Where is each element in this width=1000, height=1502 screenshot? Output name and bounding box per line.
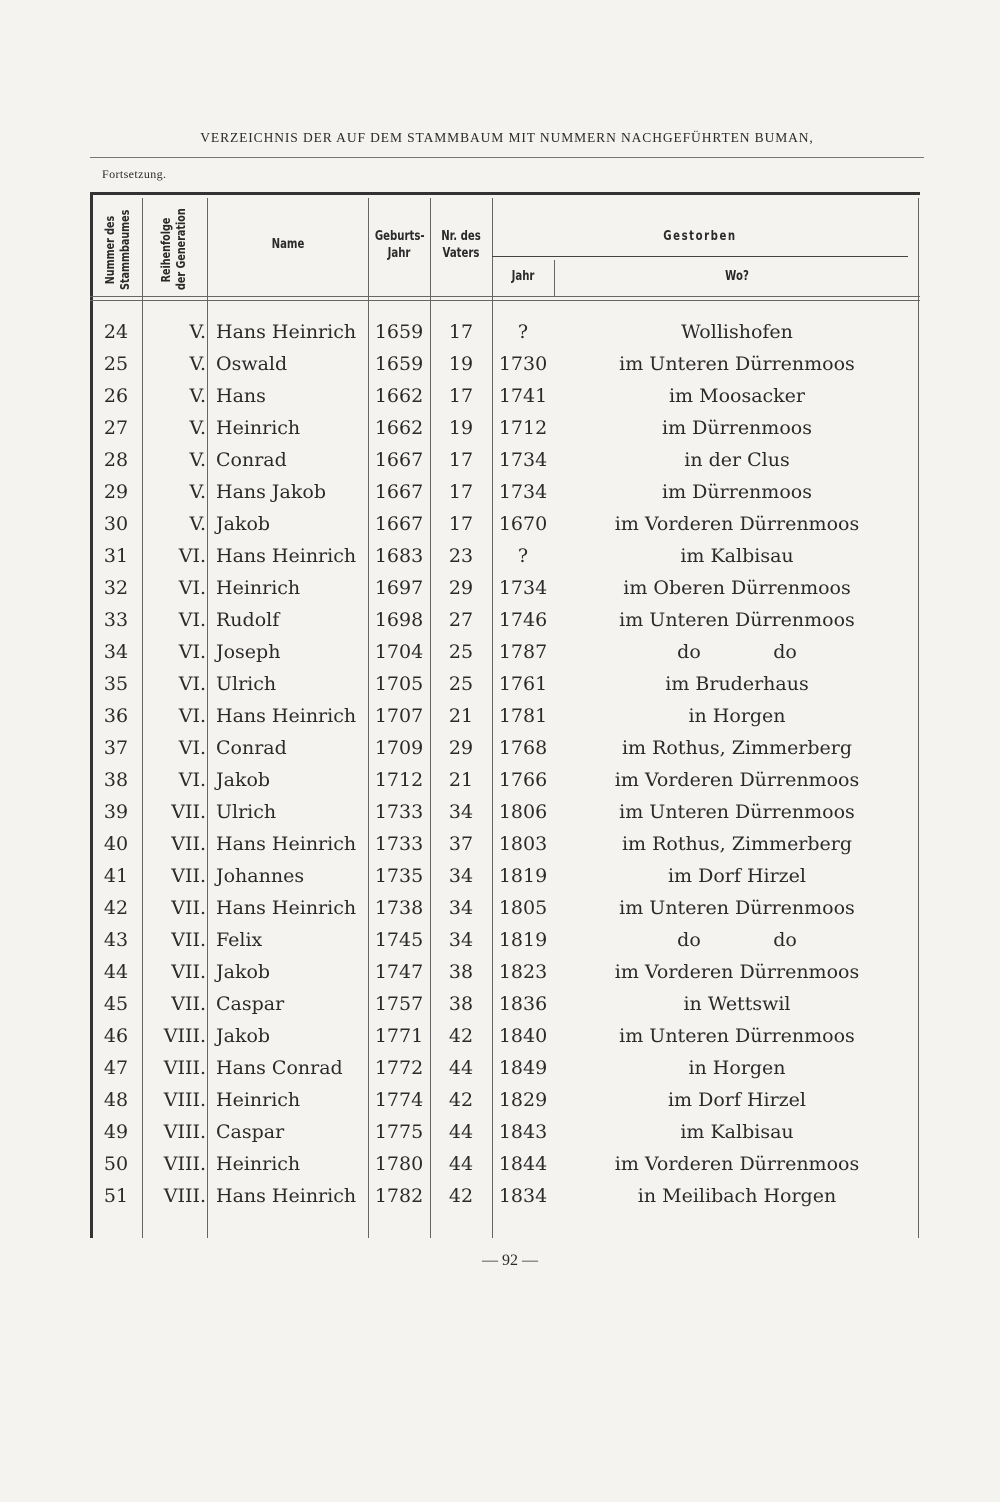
genealogy-table: [90, 192, 920, 1238]
cell-vater: 44: [448, 1121, 474, 1143]
cell-generation: VII.: [171, 929, 206, 951]
cell-ort: im Unteren Dürrenmoos: [619, 897, 855, 919]
table-row: [90, 380, 920, 412]
cell-name: Hans: [216, 385, 266, 407]
cell-name: Caspar: [216, 1121, 285, 1143]
cell-name: Hans Heinrich: [216, 897, 357, 919]
cell-vater: 42: [448, 1025, 474, 1047]
cell-todesjahr: 1734: [498, 577, 548, 599]
cell-name: Hans Heinrich: [216, 705, 357, 727]
cell-todesjahr: 1819: [498, 865, 548, 887]
cell-geburtsjahr: 1698: [374, 609, 424, 631]
table-row: [90, 988, 920, 1020]
cell-generation: VI.: [178, 769, 206, 791]
cell-ort: in Horgen: [688, 1057, 786, 1079]
cell-todesjahr: 1768: [498, 737, 548, 759]
cell-nummer: 26: [103, 385, 129, 407]
cell-todesjahr: ?: [517, 545, 529, 567]
cell-generation: VII.: [171, 833, 206, 855]
cell-geburtsjahr: 1733: [374, 833, 424, 855]
cell-name: Rudolf: [216, 609, 280, 631]
cell-generation: VIII.: [163, 1057, 206, 1079]
cell-vater: 17: [448, 321, 474, 343]
header-geburtsjahr: [375, 228, 423, 262]
cell-nummer: 42: [103, 897, 129, 919]
cell-generation: V.: [189, 321, 206, 343]
cell-geburtsjahr: 1782: [374, 1185, 424, 1207]
cell-ort: in Meilibach Horgen: [637, 1185, 837, 1207]
cell-ort: im Vorderen Dürrenmoos: [614, 513, 860, 535]
header-rule: [90, 300, 920, 301]
cell-name: Hans Conrad: [216, 1057, 343, 1079]
cell-nummer: 40: [103, 833, 129, 855]
cell-nummer: 45: [103, 993, 129, 1015]
table-row: [90, 1116, 920, 1148]
cell-nummer: 28: [103, 449, 129, 471]
cell-vater: 23: [448, 545, 474, 567]
cell-generation: VI.: [178, 545, 206, 567]
header-reihen-line2: der Generation: [174, 208, 188, 290]
cell-geburtsjahr: 1780: [374, 1153, 424, 1175]
table-row: [90, 444, 920, 476]
cell-geburtsjahr: 1704: [374, 641, 424, 663]
header-geburts-line2: Jahr: [387, 246, 411, 261]
cell-todesjahr: 1819: [498, 929, 548, 951]
cell-generation: VI.: [178, 737, 206, 759]
cell-ort: do do: [677, 929, 797, 951]
cell-vater: 17: [448, 449, 474, 471]
cell-vater: 38: [448, 993, 474, 1015]
table-row: [90, 668, 920, 700]
cell-nummer: 39: [103, 801, 129, 823]
cell-vater: 44: [448, 1153, 474, 1175]
cell-todesjahr: 1734: [498, 449, 548, 471]
cell-name: Felix: [216, 929, 263, 951]
cell-vater: 29: [448, 577, 474, 599]
cell-vater: 44: [448, 1057, 474, 1079]
cell-name: Conrad: [216, 449, 287, 471]
cell-vater: 34: [448, 929, 474, 951]
cell-vater: 29: [448, 737, 474, 759]
table-row: [90, 796, 920, 828]
cell-name: Heinrich: [216, 1153, 301, 1175]
cell-vater: 17: [448, 481, 474, 503]
cell-ort: im Dorf Hirzel: [667, 1089, 807, 1111]
cell-nummer: 30: [103, 513, 129, 535]
cell-ort: im Kalbisau: [680, 545, 794, 567]
cell-geburtsjahr: 1659: [374, 321, 424, 343]
cell-geburtsjahr: 1662: [374, 417, 424, 439]
cell-geburtsjahr: 1667: [374, 449, 424, 471]
cell-geburtsjahr: 1774: [374, 1089, 424, 1111]
cell-name: Jakob: [216, 769, 271, 791]
cell-todesjahr: 1836: [498, 993, 548, 1015]
cell-todesjahr: 1840: [498, 1025, 548, 1047]
cell-ort: in Horgen: [688, 705, 786, 727]
cell-geburtsjahr: 1683: [374, 545, 424, 567]
cell-ort: Wollishofen: [681, 321, 793, 343]
cell-vater: 25: [448, 673, 474, 695]
cell-ort: im Vorderen Dürrenmoos: [614, 1153, 860, 1175]
cell-todesjahr: 1670: [498, 513, 548, 535]
cell-vater: 34: [448, 801, 474, 823]
cell-generation: VIII.: [163, 1185, 206, 1207]
cell-name: Jakob: [216, 1025, 271, 1047]
cell-vater: 17: [448, 385, 474, 407]
table-row: [90, 700, 920, 732]
cell-nummer: 24: [103, 321, 129, 343]
table-top-rule: [90, 192, 920, 195]
header-vater-line2: Vaters: [442, 246, 480, 261]
cell-ort: im Vorderen Dürrenmoos: [614, 961, 860, 983]
cell-name: Heinrich: [216, 417, 301, 439]
cell-geburtsjahr: 1735: [374, 865, 424, 887]
cell-vater: 21: [448, 769, 474, 791]
cell-ort: im Moosacker: [668, 385, 806, 407]
table-row: [90, 764, 920, 796]
cell-generation: VI.: [178, 577, 206, 599]
cell-name: Ulrich: [216, 673, 277, 695]
running-head: VERZEICHNIS DER AUF DEM STAMMBAUM MIT NUMMERN NACHGEFÜHRTEN BUMAN,: [200, 130, 814, 145]
cell-nummer: 50: [103, 1153, 129, 1175]
table-row: [90, 860, 920, 892]
cell-ort: im Dürrenmoos: [662, 481, 812, 503]
cell-ort: im Vorderen Dürrenmoos: [614, 769, 860, 791]
cell-geburtsjahr: 1667: [374, 481, 424, 503]
cell-ort: im Unteren Dürrenmoos: [619, 1025, 855, 1047]
cell-name: Hans Heinrich: [216, 545, 357, 567]
cell-ort: in Wettswil: [683, 993, 791, 1015]
cell-nummer: 25: [103, 353, 129, 375]
cell-name: Johannes: [216, 865, 305, 887]
cell-geburtsjahr: 1705: [374, 673, 424, 695]
cell-generation: VIII.: [163, 1121, 206, 1143]
cell-vater: 25: [448, 641, 474, 663]
header-nummer-line1: Nummer des: [103, 215, 117, 285]
cell-vater: 21: [448, 705, 474, 727]
table-body: [90, 316, 920, 1212]
cell-todesjahr: 1823: [498, 961, 548, 983]
cell-ort: im Rothus, Zimmerberg: [621, 737, 853, 759]
cell-nummer: 33: [103, 609, 129, 631]
cell-todesjahr: 1766: [498, 769, 548, 791]
cell-todesjahr: 1734: [498, 481, 548, 503]
header-vater-line1: Nr. des: [441, 229, 481, 244]
cell-nummer: 32: [103, 577, 129, 599]
cell-generation: V.: [189, 385, 206, 407]
table-row: [90, 636, 920, 668]
cell-generation: V.: [189, 513, 206, 535]
table-row: [90, 1148, 920, 1180]
cell-nummer: 43: [103, 929, 129, 951]
cell-geburtsjahr: 1738: [374, 897, 424, 919]
cell-name: Hans Jakob: [216, 481, 326, 503]
cell-todesjahr: 1844: [498, 1153, 548, 1175]
cell-ort: do do: [677, 641, 797, 663]
cell-generation: VII.: [171, 865, 206, 887]
header-geburts-line1: Geburts-: [374, 229, 425, 244]
cell-name: Caspar: [216, 993, 285, 1015]
cell-generation: VII.: [171, 897, 206, 919]
cell-ort: im Rothus, Zimmerberg: [621, 833, 853, 855]
header-nummer-line2: Stammbaumes: [118, 209, 132, 290]
cell-generation: VII.: [171, 993, 206, 1015]
cell-nummer: 37: [103, 737, 129, 759]
cell-generation: VI.: [178, 705, 206, 727]
cell-vater: 34: [448, 865, 474, 887]
cell-todesjahr: 1761: [498, 673, 548, 695]
cell-geburtsjahr: 1775: [374, 1121, 424, 1143]
cell-generation: V.: [189, 417, 206, 439]
cell-ort: im Kalbisau: [680, 1121, 794, 1143]
cell-todesjahr: 1834: [498, 1185, 548, 1207]
cell-nummer: 27: [103, 417, 129, 439]
cell-todesjahr: 1741: [498, 385, 548, 407]
cell-nummer: 29: [103, 481, 129, 503]
cell-geburtsjahr: 1772: [374, 1057, 424, 1079]
cell-nummer: 51: [103, 1185, 129, 1207]
cell-vater: 19: [448, 417, 474, 439]
cell-name: Hans Heinrich: [216, 321, 357, 343]
header-nummer: [103, 210, 133, 290]
cell-name: Oswald: [216, 353, 288, 375]
cell-vater: 27: [448, 609, 474, 631]
header-rule: [90, 296, 920, 297]
header-jahr: Jahr: [511, 269, 535, 284]
header-name: Name: [271, 237, 305, 252]
table-row: [90, 924, 920, 956]
table-row: [90, 604, 920, 636]
header-gestorben: Gestorben: [663, 229, 737, 244]
cell-ort: im Bruderhaus: [665, 673, 809, 695]
page-number: — 92 —: [482, 1252, 538, 1269]
cell-name: Hans Heinrich: [216, 1185, 357, 1207]
cell-ort: im Dorf Hirzel: [667, 865, 807, 887]
table-row: [90, 1180, 920, 1212]
cell-nummer: 38: [103, 769, 129, 791]
cell-nummer: 36: [103, 705, 129, 727]
cell-vater: 17: [448, 513, 474, 535]
cell-todesjahr: 1781: [498, 705, 548, 727]
table-row: [90, 1084, 920, 1116]
table-row: [90, 828, 920, 860]
cell-name: Heinrich: [216, 577, 301, 599]
cell-todesjahr: 1806: [498, 801, 548, 823]
cell-generation: VIII.: [163, 1153, 206, 1175]
cell-ort: im Oberen Dürrenmoos: [623, 577, 851, 599]
cell-vater: 42: [448, 1089, 474, 1111]
cell-generation: VIII.: [163, 1089, 206, 1111]
cell-nummer: 41: [103, 865, 129, 887]
cell-name: Jakob: [216, 513, 271, 535]
cell-geburtsjahr: 1707: [374, 705, 424, 727]
cell-geburtsjahr: 1757: [374, 993, 424, 1015]
cell-nummer: 44: [103, 961, 129, 983]
cell-vater: 37: [448, 833, 474, 855]
cell-todesjahr: 1787: [498, 641, 548, 663]
cell-name: Joseph: [216, 641, 281, 663]
cell-generation: VIII.: [163, 1025, 206, 1047]
cell-todesjahr: 1746: [498, 609, 548, 631]
cell-todesjahr: 1843: [498, 1121, 548, 1143]
cell-ort: im Unteren Dürrenmoos: [619, 801, 855, 823]
table-row: [90, 892, 920, 924]
cell-generation: VI.: [178, 641, 206, 663]
cell-name: Ulrich: [216, 801, 277, 823]
table-row: [90, 1020, 920, 1052]
cell-nummer: 46: [103, 1025, 129, 1047]
table-row: [90, 1052, 920, 1084]
cell-geburtsjahr: 1697: [374, 577, 424, 599]
cell-nummer: 31: [103, 545, 129, 567]
cell-todesjahr: 1829: [498, 1089, 548, 1111]
cell-geburtsjahr: 1667: [374, 513, 424, 535]
cell-generation: VI.: [178, 673, 206, 695]
cell-todesjahr: 1849: [498, 1057, 548, 1079]
cell-geburtsjahr: 1745: [374, 929, 424, 951]
col-divider-jahr: [554, 260, 555, 296]
table-row: [90, 540, 920, 572]
table-row: [90, 412, 920, 444]
cell-geburtsjahr: 1771: [374, 1025, 424, 1047]
cell-ort: im Unteren Dürrenmoos: [619, 609, 855, 631]
cell-todesjahr: 1730: [498, 353, 548, 375]
cell-geburtsjahr: 1747: [374, 961, 424, 983]
cell-ort: im Dürrenmoos: [662, 417, 812, 439]
cell-nummer: 49: [103, 1121, 129, 1143]
cell-nummer: 47: [103, 1057, 129, 1079]
cell-name: Heinrich: [216, 1089, 301, 1111]
cell-geburtsjahr: 1662: [374, 385, 424, 407]
table-row: [90, 348, 920, 380]
cell-generation: VI.: [178, 609, 206, 631]
cell-nummer: 48: [103, 1089, 129, 1111]
head-rule: [90, 157, 924, 158]
cell-geburtsjahr: 1709: [374, 737, 424, 759]
cell-generation: V.: [189, 481, 206, 503]
cell-name: Jakob: [216, 961, 271, 983]
cell-todesjahr: 1803: [498, 833, 548, 855]
cell-generation: VII.: [171, 801, 206, 823]
cell-todesjahr: 1805: [498, 897, 548, 919]
gestorben-rule: [492, 256, 908, 257]
cell-vater: 19: [448, 353, 474, 375]
table-row: [90, 508, 920, 540]
cell-name: Hans Heinrich: [216, 833, 357, 855]
cell-vater: 42: [448, 1185, 474, 1207]
cell-geburtsjahr: 1712: [374, 769, 424, 791]
table-row: [90, 476, 920, 508]
cell-geburtsjahr: 1659: [374, 353, 424, 375]
header-vater: [437, 228, 485, 262]
cell-geburtsjahr: 1733: [374, 801, 424, 823]
cell-todesjahr: ?: [517, 321, 529, 343]
cell-generation: V.: [189, 353, 206, 375]
table-row: [90, 732, 920, 764]
cell-nummer: 35: [103, 673, 129, 695]
table-row: [90, 316, 920, 348]
cell-generation: V.: [189, 449, 206, 471]
cell-todesjahr: 1712: [498, 417, 548, 439]
header-reihen-line1: Reihenfolge: [159, 217, 173, 283]
header-reihenfolge: [159, 210, 189, 290]
cell-vater: 38: [448, 961, 474, 983]
cell-ort: im Unteren Dürrenmoos: [619, 353, 855, 375]
table-row: [90, 572, 920, 604]
subtitle: Fortsetzung.: [102, 167, 167, 181]
header-wo: Wo?: [725, 269, 749, 284]
table-row: [90, 956, 920, 988]
cell-name: Conrad: [216, 737, 287, 759]
cell-ort: in der Clus: [684, 449, 790, 471]
cell-nummer: 34: [103, 641, 129, 663]
cell-vater: 34: [448, 897, 474, 919]
cell-generation: VII.: [171, 961, 206, 983]
